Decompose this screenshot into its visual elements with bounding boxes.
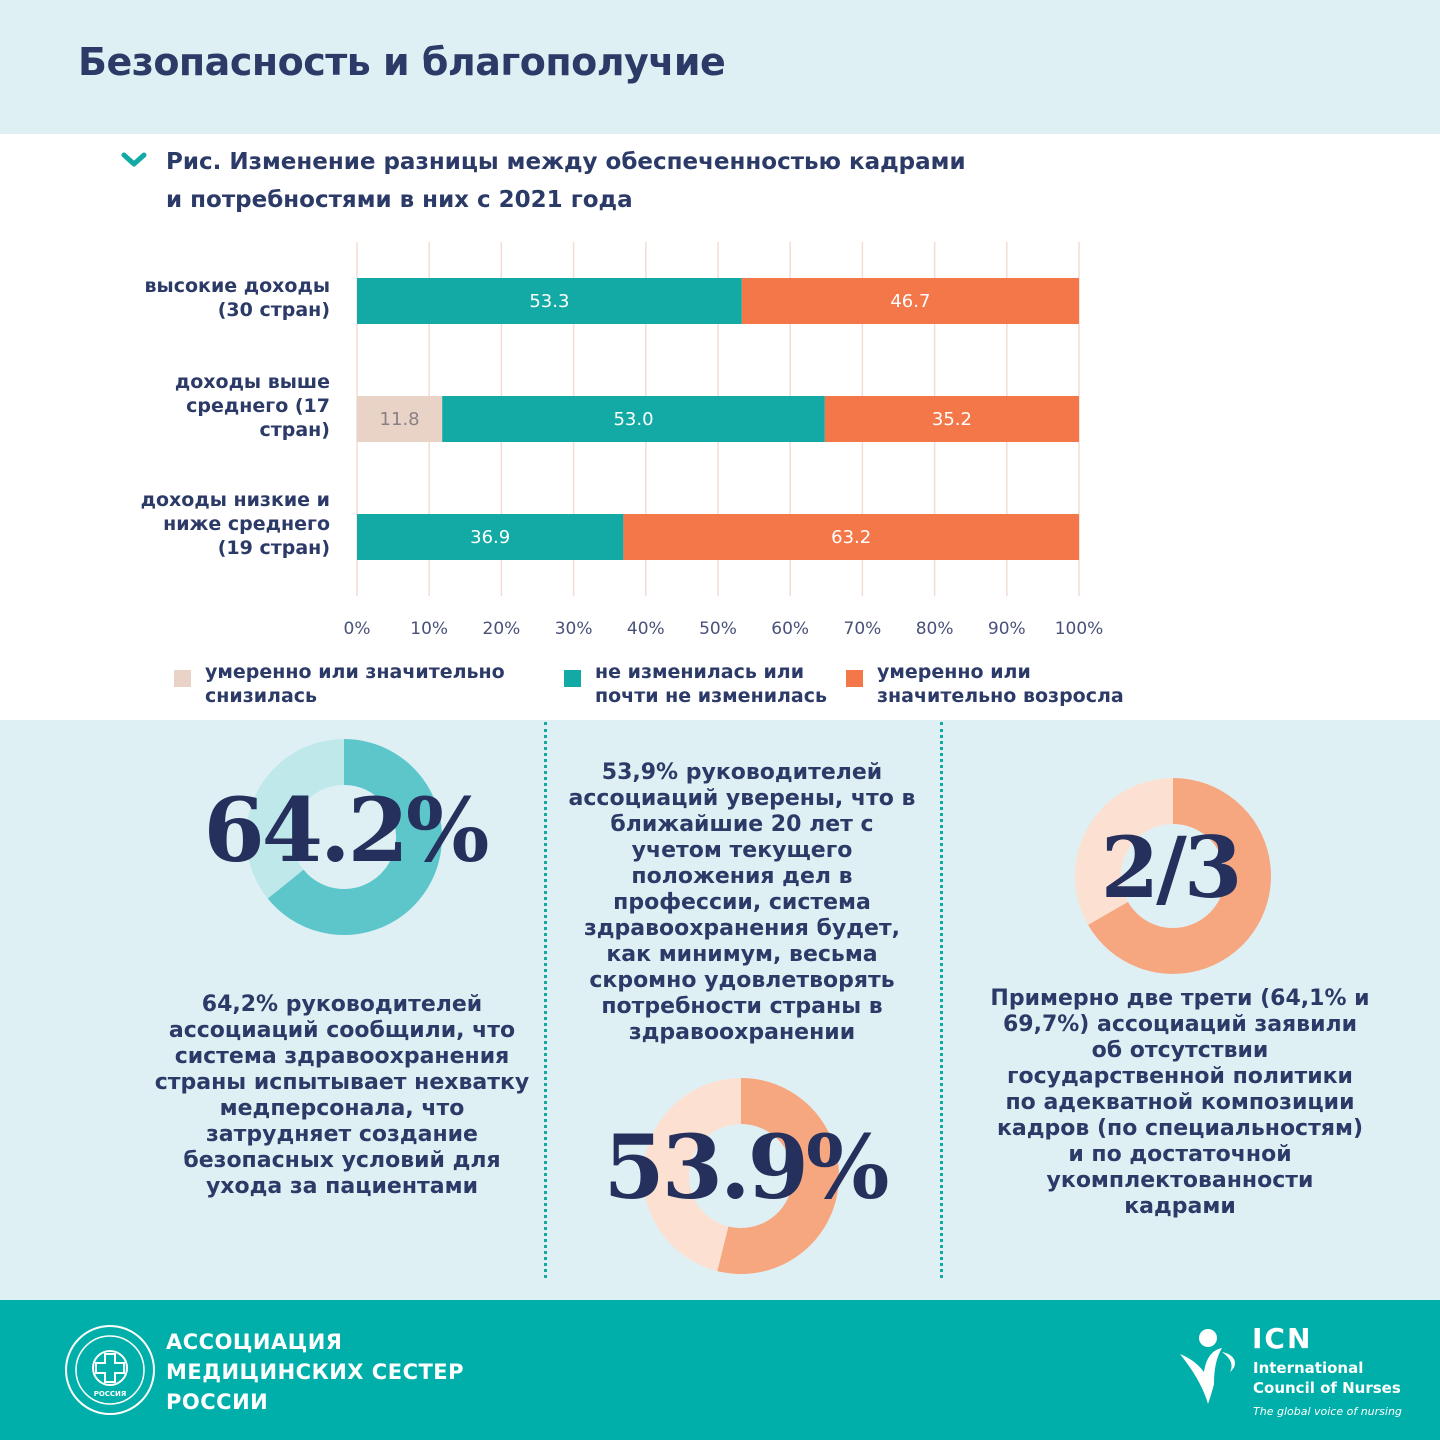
- x-tick-label: 80%: [915, 619, 954, 639]
- category-label-line: ниже среднего: [163, 513, 330, 535]
- x-tick-label: 50%: [699, 619, 737, 639]
- legend-swatch: [564, 670, 581, 687]
- legend-swatch: [846, 670, 863, 687]
- bar-data-label: 53.0: [613, 409, 654, 430]
- legend-label: умеренно или значительно возросла: [877, 661, 1124, 707]
- x-tick-label: 90%: [987, 619, 1026, 639]
- x-tick-label: 30%: [554, 619, 593, 639]
- legend-item-decreased: [174, 660, 505, 708]
- chart-bars: [357, 278, 1079, 560]
- association-name: [166, 1327, 464, 1417]
- association-logo-text: РОССИЯ: [93, 1390, 127, 1398]
- bar-data-label: 46.7: [890, 291, 931, 312]
- category-label-line: доходы выше: [174, 371, 330, 393]
- category-label-line: доходы низкие и: [140, 489, 330, 511]
- legend-item-increased: [846, 660, 1124, 708]
- icn-abbreviation: ICN: [1252, 1322, 1313, 1355]
- x-tick-label: 40%: [626, 619, 665, 639]
- bar-data-label: 35.2: [931, 409, 972, 430]
- x-tick-label: 100%: [1054, 619, 1104, 639]
- chart-x-ticks: [344, 619, 1104, 639]
- stat-big-number: 64.2%: [203, 778, 487, 882]
- x-tick-label: 0%: [343, 619, 371, 639]
- category-label-low-income: [90, 488, 330, 560]
- icn-full-name: [1253, 1358, 1401, 1398]
- association-logo[interactable]: [64, 1324, 156, 1416]
- association-name-line: РОССИИ: [166, 1390, 269, 1414]
- legend-item-unchanged: [564, 660, 827, 708]
- legend-label: умеренно или значительно снизилась: [205, 661, 505, 707]
- bar-data-label: 11.8: [379, 409, 420, 430]
- figure-title: Рис. Изменение разницы между обеспеченностью кадрами и потребностями в них с 2021 года: [166, 149, 966, 213]
- category-label-line: стран): [259, 419, 330, 441]
- category-label-upper-middle-income: [90, 370, 330, 442]
- x-tick-label: 70%: [843, 619, 882, 639]
- dotted-divider: [544, 722, 547, 1278]
- x-tick-label: 20%: [482, 619, 521, 639]
- bar-data-label: 53.3: [529, 291, 570, 312]
- legend-swatch: [174, 670, 191, 687]
- icn-full-name-line: International: [1253, 1359, 1364, 1377]
- category-label-line: (19 стран): [217, 537, 330, 559]
- legend-label: не изменилась или почти не изменилась: [595, 661, 828, 707]
- category-label-line: среднего (17: [186, 395, 330, 417]
- bar-data-label: 63.2: [831, 527, 872, 548]
- x-tick-label: 60%: [771, 619, 810, 639]
- page-title: Безопасность и благополучие: [78, 40, 726, 84]
- x-tick-label: 10%: [410, 619, 449, 639]
- association-name-line: МЕДИЦИНСКИХ СЕСТЕР: [166, 1360, 465, 1384]
- icn-full-name-line: Council of Nurses: [1253, 1379, 1401, 1397]
- category-label-line: (30 стран): [217, 299, 330, 321]
- stat-big-number: 2/3: [1100, 818, 1240, 917]
- dotted-divider: [940, 722, 943, 1278]
- category-label-high-income: [90, 274, 330, 322]
- association-name-line: АССОЦИАЦИЯ: [166, 1330, 343, 1354]
- category-label-line: высокие доходы: [144, 275, 330, 297]
- stat-big-number: 53.9%: [603, 1115, 887, 1219]
- icn-tagline: The global voice of nursing: [1253, 1405, 1402, 1418]
- stat-description: Примерно две трети (64,1% и 69,7%) ассоциаций заявили об отсутствии государственной политики по адекватной композиции кадров (по специальностям) и по достаточной укомплектованности кадрами: [990, 986, 1370, 1219]
- bar-data-label: 36.9: [470, 527, 511, 548]
- stat-description: 64,2% руководителей ассоциаций сообщили, что система здравоохранения страны испытывает нехватку медперсонала, что затрудняет создание безопасных условий для ухода за пациентами: [154, 992, 530, 1199]
- stat-description: 53,9% руководителей ассоциаций уверены, что в ближайшие 20 лет с учетом текущего положения дел в профессии, система здравоохранения будет, как минимум, весьма скромно удовлетворять потребности страны в здравоохранении: [568, 760, 916, 1045]
- icn-logo-icon[interactable]: [1178, 1328, 1242, 1406]
